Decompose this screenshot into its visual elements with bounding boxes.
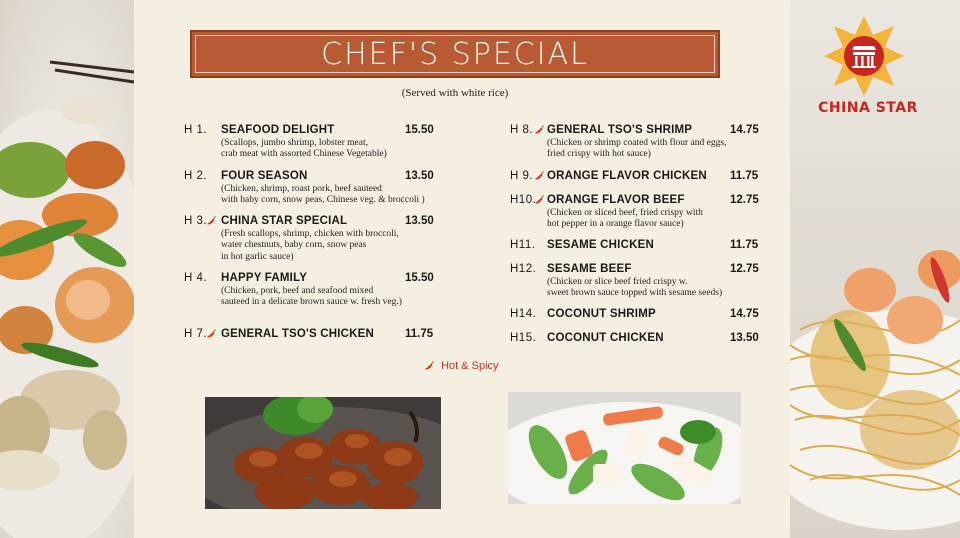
item-code: H11. — [510, 239, 536, 251]
item-price: 14.75 — [730, 124, 759, 136]
item-code: H 2. — [184, 170, 208, 182]
item-name: SESAME BEEF — [547, 263, 632, 275]
chili-pepper-icon — [424, 361, 434, 371]
item-code: H14. — [510, 308, 537, 320]
item-price: 11.75 — [730, 170, 759, 182]
menu-item — [184, 124, 444, 160]
menu-item — [510, 124, 770, 160]
food-photo-general-tso — [205, 397, 441, 509]
item-code: H 4. — [184, 272, 208, 284]
menu-item — [510, 239, 770, 253]
item-code: H15. — [510, 332, 537, 344]
item-price: 11.75 — [405, 328, 434, 340]
item-code: H 9. — [510, 170, 534, 182]
menu-item — [510, 263, 770, 299]
menu-item — [184, 215, 444, 262]
item-description: (Chicken or slice beef fried crispy w. sweet brown sauce topped with sesame seeds) — [547, 277, 723, 299]
menu-item — [184, 328, 444, 342]
item-name: GENERAL TSO'S SHRIMP — [547, 124, 693, 136]
item-description: (Chicken or shrimp coated with flour and eggs, fried crispy with hot sauce) — [547, 138, 727, 160]
item-name: SESAME CHICKEN — [547, 239, 654, 251]
item-code: H 8. — [510, 124, 534, 136]
item-name: ORANGE FLAVOR BEEF — [547, 194, 685, 206]
item-description: (Chicken, pork, beef and seafood mixed sauteed in a delicate brown sauce w. fresh veg.) — [221, 286, 402, 308]
subtitle: (Served with white rice) — [401, 87, 509, 99]
item-price: 13.50 — [730, 332, 759, 344]
food-photo-seafood — [508, 392, 741, 504]
item-price: 15.50 — [405, 124, 434, 136]
item-price: 13.50 — [405, 170, 434, 182]
item-description: (Fresh scallops, shrimp, chicken with broccoli, water chestnuts, baby corn, snow peas in hot garlic sauce) — [221, 229, 399, 262]
item-description: (Chicken or sliced beef, fried crispy with hot pepper in a orange flavor sauce) — [547, 208, 703, 230]
item-name: COCONUT CHICKEN — [547, 332, 664, 344]
item-code: H10. — [510, 194, 537, 206]
brand-name: CHINA STAR — [818, 100, 918, 116]
title-banner — [190, 30, 720, 78]
menu-item — [510, 194, 770, 230]
chili-pepper-icon — [206, 329, 216, 339]
menu-item — [510, 308, 770, 322]
hot-spicy-legend — [424, 360, 499, 372]
food-photo-left — [0, 0, 134, 538]
menu-item — [510, 332, 770, 346]
item-name: FOUR SEASON — [221, 170, 308, 182]
item-price: 11.75 — [730, 239, 759, 251]
item-description: (Chicken, shrimp, roast pork, beef sauteed with baby corn, snow peas, Chinese veg. & broccoli ) — [221, 184, 425, 206]
item-price: 12.75 — [730, 263, 759, 275]
item-name: SEAFOOD DELIGHT — [221, 124, 335, 136]
item-price: 15.50 — [405, 272, 434, 284]
item-code: H 7. — [184, 328, 208, 340]
item-name: GENERAL TSO'S CHICKEN — [221, 328, 375, 340]
item-code: H 1. — [184, 124, 208, 136]
item-price: 12.75 — [730, 194, 759, 206]
item-name: CHINA STAR SPECIAL — [221, 215, 348, 227]
menu-item — [184, 272, 444, 308]
item-price: 13.50 — [405, 215, 434, 227]
chili-pepper-icon — [534, 195, 544, 205]
item-code: H12. — [510, 263, 537, 275]
chili-pepper-icon — [206, 216, 216, 226]
item-description: (Scallops, jumbo shrimp, lobster meat, crab meat with assorted Chinese Vegetable) — [221, 138, 387, 160]
item-name: COCONUT SHRIMP — [547, 308, 656, 320]
chili-pepper-icon — [534, 171, 544, 181]
chili-pepper-icon — [534, 125, 544, 135]
item-code: H 3. — [184, 215, 208, 227]
menu-item — [510, 170, 770, 184]
legend-label: Hot & Spicy — [441, 360, 499, 372]
item-name: HAPPY FAMILY — [221, 272, 308, 284]
item-price: 14.75 — [730, 308, 759, 320]
item-name: ORANGE FLAVOR CHICKEN — [547, 170, 707, 182]
page-title: CHEF'S SPECIAL — [321, 36, 589, 72]
menu-item — [184, 170, 444, 206]
